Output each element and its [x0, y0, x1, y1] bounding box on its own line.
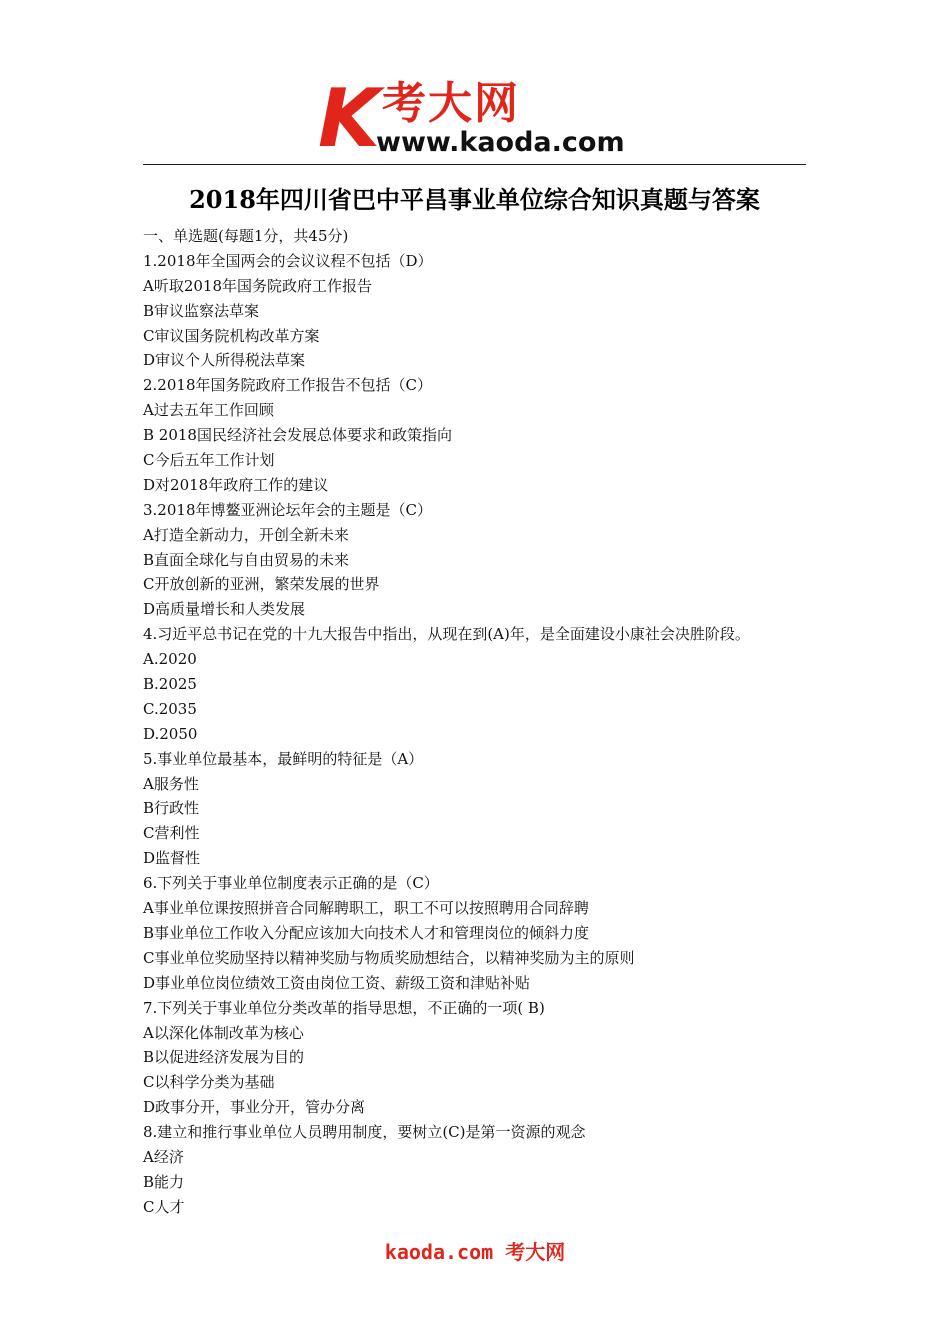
text-line: B事业单位工作收入分配应该加大向技术人才和管理岗位的倾斜力度	[143, 923, 590, 942]
text-line: C人才	[143, 1197, 185, 1216]
logo-url: www.kaoda.com	[376, 127, 625, 158]
text-line: A事业单位课按照拼音合同解聘职工，职工不可以按照聘用合同辞聘	[143, 899, 589, 918]
text-line: D审议个人所得税法草案	[143, 351, 306, 370]
text-line: 6.下列关于事业单位制度表示正确的是（C）	[143, 874, 439, 893]
text-line: A以深化体制改革为核心	[143, 1023, 304, 1042]
text-line: B.2025	[143, 675, 197, 694]
text-line: A打造全新动力，开创全新未来	[143, 525, 349, 544]
text-line: 3.2018年博鳌亚洲论坛年会的主题是（C）	[143, 500, 432, 519]
text-line: A听取2018年国务院政府工作报告	[143, 276, 373, 295]
text-line: C营利性	[143, 824, 200, 843]
text-line: A服务性	[143, 774, 199, 793]
text-line: D.2050	[143, 724, 198, 743]
text-line: A过去五年工作回顾	[143, 401, 274, 420]
kaoda-logo	[318, 72, 648, 165]
text-line: 8.建立和推行事业单位人员聘用制度，要树立(C)是第一资源的观念	[143, 1123, 586, 1142]
text-line: D监督性	[143, 849, 201, 868]
text-line: 1.2018年全国两会的会议议程不包括（D）	[143, 251, 433, 270]
text-line: C事业单位奖励坚持以精神奖励与物质奖励想结合，以精神奖励为主的原则	[143, 948, 635, 967]
text-line: B行政性	[143, 799, 200, 818]
text-line: 7.下列关于事业单位分类改革的指导思想，不正确的一项( B)	[143, 998, 545, 1017]
logo-chinese-name: 考大网	[382, 78, 520, 129]
text-line: C审议国务院机构改革方案	[143, 326, 320, 345]
text-line: C以科学分类为基础	[143, 1073, 275, 1092]
text-line: 4.习近平总书记在党的十九大报告中指出，从现在到(A)年，是全面建设小康社会决胜阶段。	[143, 625, 750, 644]
text-line: B能力	[143, 1172, 185, 1191]
logo-k-mark: K	[318, 72, 376, 165]
text-line: D对2018年政府工作的建议	[143, 475, 329, 494]
text-line: A.2020	[143, 650, 197, 669]
text-line: B 2018国民经济社会发展总体要求和政策指向	[143, 426, 452, 445]
text-line: 一、单选题(每题1分，共45分)	[143, 227, 349, 245]
text-line: 2.2018年国务院政府工作报告不包括（C）	[143, 376, 432, 395]
text-line: D政事分开，事业分开，管办分离	[143, 1098, 366, 1117]
text-line: B以促进经济发展为目的	[143, 1048, 305, 1067]
text-line: C.2035	[143, 699, 197, 718]
text-line: B审议监察法草案	[143, 301, 260, 320]
text-line: B直面全球化与自由贸易的未来	[143, 550, 350, 569]
text-line: A经济	[143, 1147, 184, 1166]
text-line: D高质量增长和人类发展	[143, 600, 306, 619]
text-line: 5.事业单位最基本，最鲜明的特征是（A）	[143, 749, 424, 768]
header-divider	[143, 164, 806, 165]
question-list	[143, 224, 823, 1220]
page-footer: kaoda.com 考大网	[384, 1240, 566, 1264]
document-title: 2018年四川省巴中平昌事业单位综合知识真题与答案	[189, 185, 760, 214]
text-line: C今后五年工作计划	[143, 451, 275, 470]
text-line: C开放创新的亚洲，繁荣发展的世界	[143, 575, 380, 594]
text-line: D事业单位岗位绩效工资由岗位工资、薪级工资和津贴补贴	[143, 973, 531, 992]
